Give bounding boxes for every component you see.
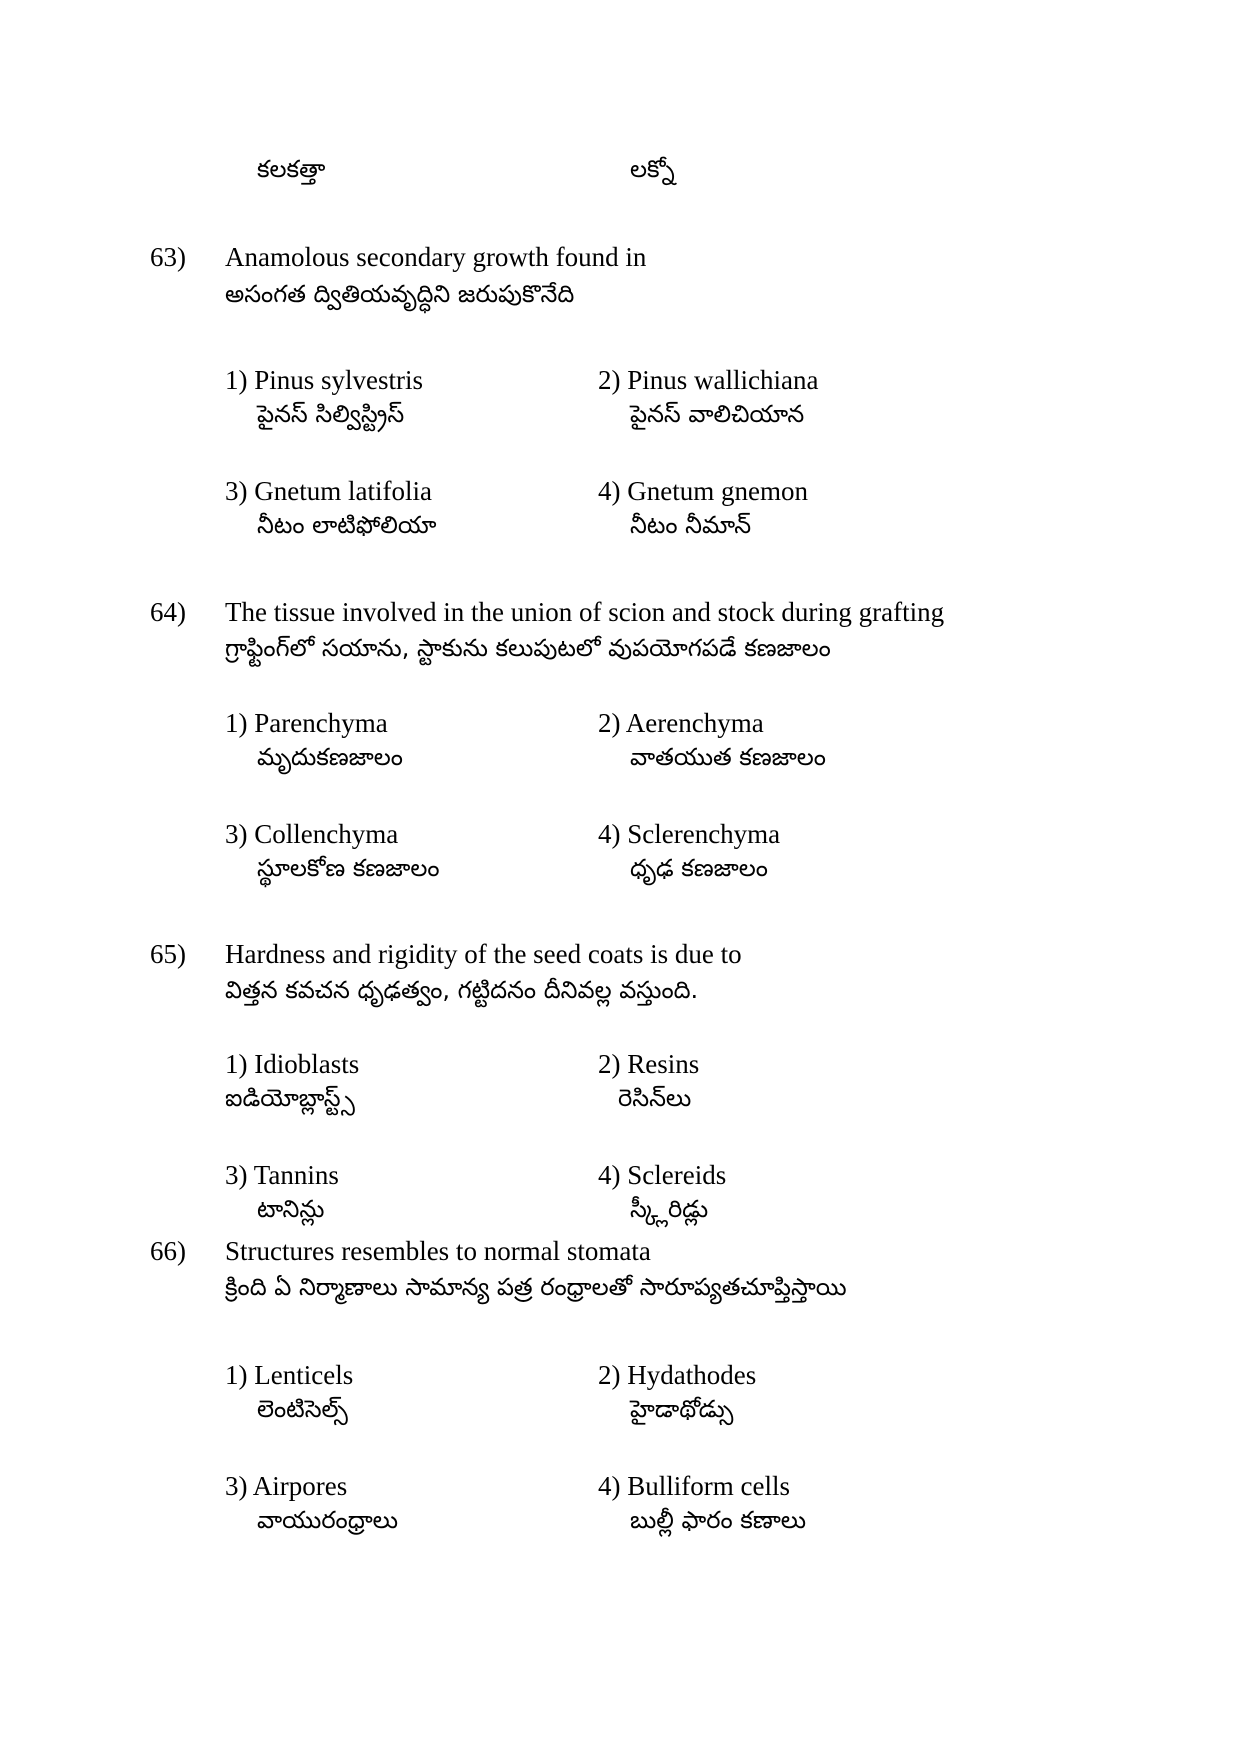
question-number: 66) <box>150 1236 186 1266</box>
option-4 <box>598 817 780 885</box>
option-en: 1) Parenchyma <box>225 708 388 738</box>
question-text-te: క్రింది ఏ నిర్మాణాలు సామాన్య పత్ర రంధ్రాలతో సారూప్యతచూప్తిస్తాయి <box>225 1273 847 1301</box>
question-number: 64) <box>150 597 186 627</box>
option-te: బుల్లీ ఫారం కణాలు <box>630 1506 807 1534</box>
option-te: నీటం లాటిఫోలియా <box>257 511 437 539</box>
option-en: 4) Bulliform cells <box>598 1471 790 1501</box>
option-en: 3) Tannins <box>225 1160 339 1190</box>
option-4 <box>598 1469 806 1537</box>
option-en: 2) Pinus wallichiana <box>598 365 819 395</box>
option-te: రెసిన్‌లు <box>618 1084 692 1112</box>
option-te: పైనస్ వాలిచియాన <box>630 400 805 428</box>
option-te: వాయురంధ్రాలు <box>257 1506 398 1534</box>
option-en: 3) Airpores <box>225 1471 348 1501</box>
option-2 <box>598 1358 756 1426</box>
option-te: లెంటిసెల్స్ <box>257 1395 348 1423</box>
carryover-option-4-te: లక్నో <box>630 155 675 183</box>
option-en: 3) Collenchyma <box>225 819 399 849</box>
option-te: ఐడియోబ్లాస్ట్స్ <box>225 1084 355 1112</box>
carryover-option-3-te: కలకత్తా <box>257 155 326 183</box>
option-en: 4) Gnetum gnemon <box>598 476 808 506</box>
question-text-en: Hardness and rigidity of the seed coats is due to <box>225 939 742 969</box>
option-3 <box>225 1158 339 1226</box>
option-3 <box>225 474 436 542</box>
option-1 <box>225 706 403 774</box>
option-3 <box>225 817 440 885</box>
option-te: పైనస్ సిల్విస్ట్రిస్ <box>257 400 405 428</box>
option-1 <box>225 363 423 431</box>
option-te: వాతయుత కణజాలం <box>630 743 826 771</box>
question-text-en: Structures resembles to normal stomata <box>225 1236 651 1266</box>
option-en: 2) Hydathodes <box>598 1360 757 1390</box>
question-text-en: Anamolous secondary growth found in <box>225 242 647 272</box>
option-te: టానిన్లు <box>257 1195 325 1223</box>
option-en: 3) Gnetum latifolia <box>225 476 432 506</box>
question-number: 65) <box>150 939 186 969</box>
option-en: 4) Sclereids <box>598 1160 727 1190</box>
option-2 <box>598 363 818 431</box>
option-3 <box>225 1469 398 1537</box>
option-te: స్క్లీరిడ్లు <box>630 1195 709 1223</box>
option-en: 1) Pinus sylvestris <box>225 365 424 395</box>
option-te: హైడాథోడ్సు <box>630 1395 734 1423</box>
option-2 <box>598 1047 699 1115</box>
question-text-te: గ్రాఫ్టింగ్‌లో సయాను, స్టాకును కలుపుటలో వుపయోగపడే కణజాలం <box>225 634 831 662</box>
option-en: 4) Sclerenchyma <box>598 819 781 849</box>
question-number: 63) <box>150 242 186 272</box>
question-text-te: అసంగత ద్వితియవృద్ధిని జరుపుకొనేది <box>225 280 575 308</box>
option-en: 1) Idioblasts <box>225 1049 360 1079</box>
option-4 <box>598 474 808 542</box>
question-text-en: The tissue involved in the union of scion and stock during grafting <box>225 597 945 627</box>
question-text-te: విత్తన కవచన ధృఢత్వం, గట్టిదనం దీనివల్ల వస్తుంది. <box>225 976 699 1004</box>
option-1 <box>225 1047 359 1115</box>
option-te: మృదుకణజాలం <box>257 743 403 771</box>
option-en: 2) Resins <box>598 1049 700 1079</box>
option-1 <box>225 1358 353 1426</box>
option-te: స్థూలకోణ కణజాలం <box>257 854 440 882</box>
option-en: 1) Lenticels <box>225 1360 354 1390</box>
option-te: ధృఢ కణజాలం <box>630 854 768 882</box>
option-2 <box>598 706 826 774</box>
option-en: 2) Aerenchyma <box>598 708 764 738</box>
option-4 <box>598 1158 726 1226</box>
option-te: నీటం నీమాన్ <box>630 511 752 539</box>
